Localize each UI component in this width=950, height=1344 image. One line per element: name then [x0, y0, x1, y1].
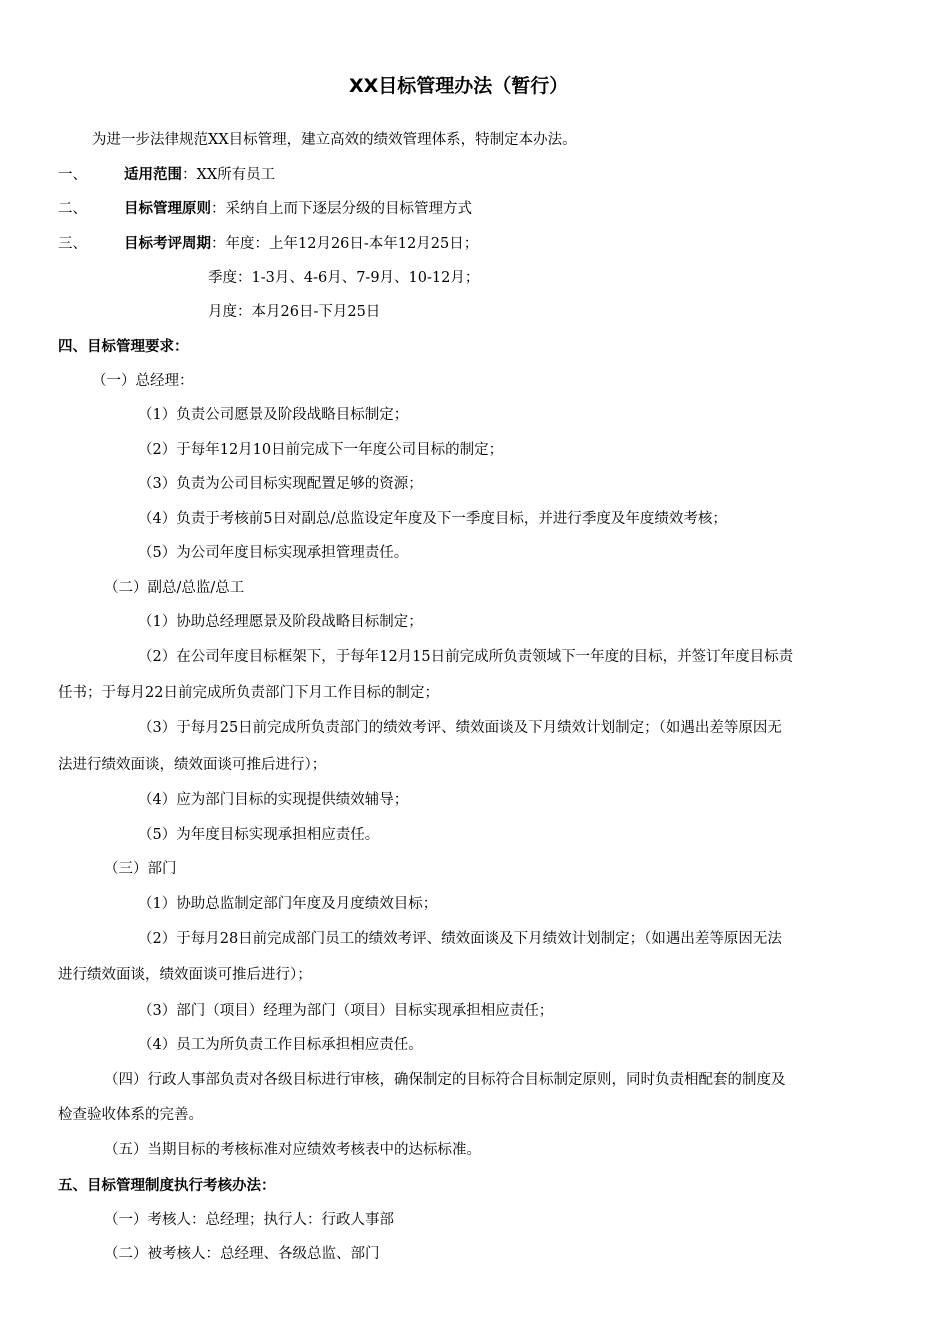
section-3-number: 三、	[58, 236, 87, 252]
list-item: （二）被考核人：总经理、各级总监、部门	[104, 1246, 380, 1262]
list-item: （1）负责公司愿景及阶段战略目标制定；	[138, 407, 409, 423]
section-4-group-1-heading: （一）总经理：	[92, 373, 194, 389]
section-3-quarter: 季度：1-3月、4-6月、7-9月、10-12月；	[208, 270, 480, 286]
section-1-number: 一、	[58, 167, 87, 183]
list-item: （4）员工为所负责工作目标承担相应责任。	[138, 1037, 423, 1053]
section-4-group-3-heading: （三）部门	[104, 861, 177, 877]
section-1	[58, 165, 275, 185]
section-2-heading: 目标管理原则	[124, 201, 211, 217]
section-1-text: ：XX所有员工	[182, 167, 276, 183]
section-4-group-5: （五）当期目标的考核标准对应绩效考核表中的达标标准。	[104, 1142, 481, 1158]
section-3-text: ：年度：上年12月26日-本年12月25日；	[211, 236, 479, 252]
intro-paragraph: 为进一步法律规范XX目标管理，建立高效的绩效管理体系，特制定本办法。	[92, 132, 577, 148]
section-3-heading: 目标考评周期	[124, 236, 211, 252]
list-item: （2）于每年12月10日前完成下一年度公司目标的制定；	[138, 442, 504, 458]
list-item: （3）于每月25日前完成所负责部门的绩效考评、绩效面谈及下月绩效计划制定；（如遇出差等原因无	[138, 720, 782, 736]
section-2-text: ：采纳自上而下逐层分级的目标管理方式	[211, 201, 472, 217]
list-item: （3）负责为公司目标实现配置足够的资源；	[138, 476, 423, 492]
section-4-group-4-continuation: 检查验收体系的完善。	[58, 1107, 203, 1123]
section-3	[58, 234, 478, 254]
list-item: （3）部门（项目）经理为部门（项目）目标实现承担相应责任；	[138, 1003, 554, 1019]
list-item-continuation: 进行绩效面谈，绩效面谈可推后进行）；	[58, 967, 312, 983]
section-1-heading: 适用范围	[124, 167, 182, 183]
list-item: （2）在公司年度目标框架下，于每年12月15日前完成所负责领域下一年度的目标，并签订年度目标责	[138, 649, 794, 665]
list-item: （一）考核人：总经理；执行人：行政人事部	[104, 1212, 394, 1228]
section-4-group-2-heading: （二）副总/总监/总工	[104, 580, 245, 596]
list-item-continuation: 法进行绩效面谈，绩效面谈可推后进行）；	[58, 757, 327, 773]
list-item: （5）为公司年度目标实现承担管理责任。	[138, 545, 409, 561]
list-item: （5）为年度目标实现承担相应责任。	[138, 827, 380, 843]
section-5-heading: 五、目标管理制度执行考核办法：	[58, 1178, 276, 1194]
section-2	[58, 199, 472, 219]
section-4-heading: 四、目标管理要求：	[58, 339, 189, 355]
section-3-month: 月度：本月26日-下月25日	[208, 304, 381, 320]
section-2-number: 二、	[58, 201, 87, 217]
list-item-continuation: 任书；于每月22日前完成所负责部门下月工作目标的制定；	[58, 685, 439, 701]
list-item: （1）协助总监制定部门年度及月度绩效目标；	[138, 896, 438, 912]
section-4-group-4: （四）行政人事部负责对各级目标进行审核，确保制定的目标符合目标制定原则，同时负责相配套的制度及	[104, 1072, 786, 1088]
list-item: （1）协助总经理愿景及阶段战略目标制定；	[138, 614, 423, 630]
list-item: （2）于每月28日前完成部门员工的绩效考评、绩效面谈及下月绩效计划制定；（如遇出差等原因无法	[138, 931, 782, 947]
list-item: （4）负责于考核前5日对副总/总监设定年度及下一季度目标，并进行季度及年度绩效考核；	[138, 511, 727, 527]
list-item: （4）应为部门目标的实现提供绩效辅导；	[138, 792, 409, 808]
document-title: XX目标管理办法（暂行）	[349, 75, 569, 97]
